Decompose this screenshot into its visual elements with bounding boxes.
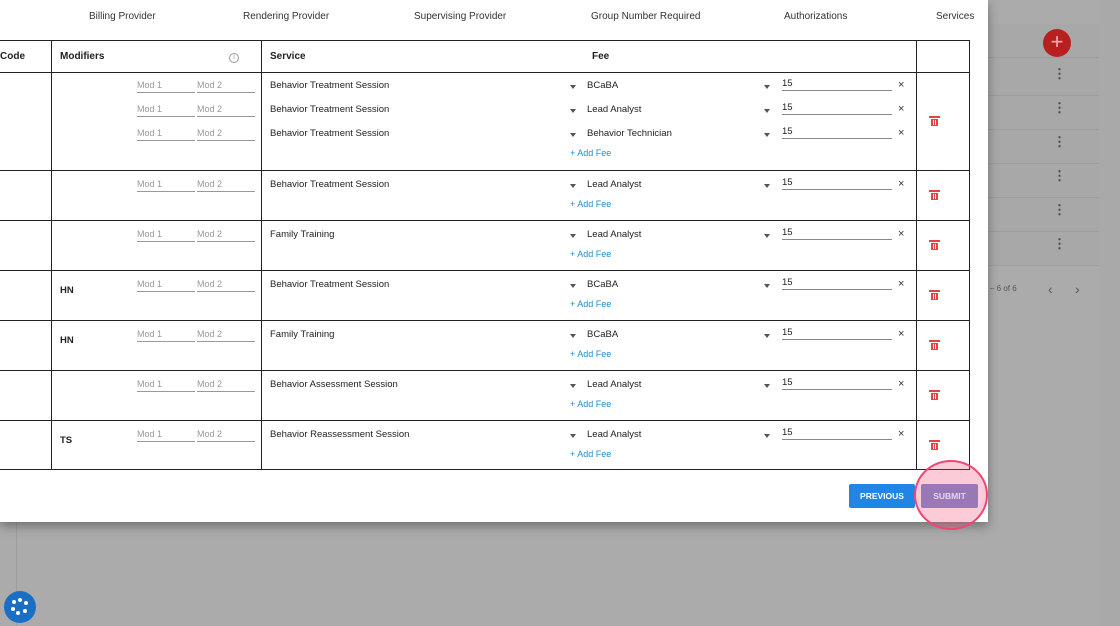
pagination-text: – 6 of 6: [990, 284, 1017, 293]
mod1-input[interactable]: Mod 1: [137, 378, 195, 392]
header-fee: Fee: [592, 51, 610, 62]
delete-icon-body: [931, 343, 938, 350]
delete-icon-lid: [929, 290, 940, 292]
table-row: [0, 370, 970, 421]
table-row: [0, 170, 970, 221]
step-billing-provider[interactable]: Billing Provider: [89, 11, 156, 22]
fee-role-select[interactable]: Lead Analyst: [587, 379, 642, 390]
delete-icon[interactable]: [930, 290, 939, 300]
chevron-down-icon[interactable]: [570, 85, 576, 89]
clear-fee-icon[interactable]: ×: [898, 278, 905, 290]
delete-icon[interactable]: [930, 440, 939, 450]
add-fee-link[interactable]: + Add Fee: [570, 148, 612, 158]
delete-icon-lid: [929, 340, 940, 342]
accessibility-icon[interactable]: [4, 591, 36, 623]
chevron-down-icon[interactable]: [764, 109, 770, 113]
stepper: [0, 0, 988, 34]
header-code: Code: [0, 51, 25, 62]
table-row: [0, 270, 970, 321]
step-group-number[interactable]: Group Number Required: [591, 11, 701, 22]
clear-fee-icon[interactable]: ×: [898, 328, 905, 340]
mod1-input[interactable]: Mod 1: [137, 428, 195, 442]
delete-icon[interactable]: [930, 240, 939, 250]
delete-icon-lid: [929, 190, 940, 192]
add-fee-link[interactable]: + Add Fee: [570, 399, 612, 409]
step-authorizations[interactable]: Authorizations: [784, 11, 848, 22]
background-row: [988, 96, 1099, 130]
modifier-code: TS: [60, 435, 73, 446]
fee-amount-input[interactable]: 15: [782, 177, 892, 190]
column-divider: [51, 40, 52, 469]
more-vert-icon[interactable]: ⋮: [1053, 134, 1066, 149]
mod1-input[interactable]: Mod 1: [137, 278, 195, 292]
chevron-down-icon[interactable]: [570, 133, 576, 137]
delete-icon-lid: [929, 240, 940, 242]
mod2-input[interactable]: Mod 2: [197, 79, 255, 93]
column-divider: [261, 40, 262, 469]
delete-icon-body: [931, 193, 938, 200]
fee-role-select[interactable]: BCaBA: [587, 279, 619, 290]
clear-fee-icon[interactable]: ×: [898, 428, 905, 440]
delete-icon-body: [931, 243, 938, 250]
service-name: Family Training: [270, 229, 335, 240]
background-row: [988, 232, 1099, 266]
chevron-down-icon[interactable]: [570, 284, 576, 288]
delete-icon[interactable]: [930, 116, 939, 126]
column-divider: [916, 40, 917, 469]
add-fee-link[interactable]: + Add Fee: [570, 299, 612, 309]
mod2-input[interactable]: Mod 2: [197, 278, 255, 292]
table-row: [0, 71, 970, 171]
table-row: [0, 420, 970, 470]
info-icon[interactable]: i: [229, 53, 239, 63]
chevron-down-icon[interactable]: [764, 85, 770, 89]
background-row: [988, 130, 1099, 164]
fee-role-select[interactable]: BCaBA: [587, 329, 619, 340]
delete-icon[interactable]: [930, 340, 939, 350]
service-name: Behavior Treatment Session: [270, 104, 390, 115]
fee-amount-input[interactable]: 15: [782, 327, 892, 340]
fee-role-select[interactable]: Lead Analyst: [587, 429, 642, 440]
service-name: Family Training: [270, 329, 335, 340]
column-divider: [969, 40, 970, 469]
step-services[interactable]: Services: [936, 11, 975, 22]
fee-amount-input[interactable]: 15: [782, 427, 892, 440]
chevron-down-icon[interactable]: [570, 384, 576, 388]
background-row: [988, 198, 1099, 232]
modifier-code: HN: [60, 285, 74, 296]
delete-icon-body: [931, 393, 938, 400]
step-rendering-provider[interactable]: Rendering Provider: [243, 11, 330, 22]
chevron-down-icon[interactable]: [764, 334, 770, 338]
clear-fee-icon[interactable]: ×: [898, 228, 905, 240]
submit-button[interactable]: SUBMIT: [921, 484, 978, 508]
chevron-down-icon[interactable]: [570, 334, 576, 338]
clear-fee-icon[interactable]: ×: [898, 178, 905, 190]
mod2-input[interactable]: Mod 2: [197, 228, 255, 242]
service-name: Behavior Treatment Session: [270, 179, 390, 190]
previous-page-icon[interactable]: ‹: [1048, 281, 1053, 297]
add-fee-link[interactable]: + Add Fee: [570, 449, 612, 459]
more-vert-icon[interactable]: ⋮: [1053, 66, 1066, 81]
mod2-input[interactable]: Mod 2: [197, 178, 255, 192]
fee-amount-input[interactable]: 15: [782, 78, 892, 91]
mod2-input[interactable]: Mod 2: [197, 328, 255, 342]
mod1-input[interactable]: Mod 1: [137, 127, 195, 141]
clear-fee-icon[interactable]: ×: [898, 79, 905, 91]
mod2-input[interactable]: Mod 2: [197, 428, 255, 442]
service-name: Behavior Treatment Session: [270, 128, 390, 139]
fee-amount-input[interactable]: 15: [782, 277, 892, 290]
mod1-input[interactable]: Mod 1: [137, 103, 195, 117]
chevron-down-icon[interactable]: [764, 434, 770, 438]
modifier-code: HN: [60, 335, 74, 346]
add-icon[interactable]: +: [1043, 29, 1071, 57]
delete-icon-body: [931, 119, 938, 126]
more-vert-icon[interactable]: ⋮: [1053, 100, 1066, 115]
more-vert-icon[interactable]: ⋮: [1053, 168, 1066, 183]
chevron-down-icon[interactable]: [764, 234, 770, 238]
background-row: [988, 164, 1099, 198]
delete-icon-body: [931, 443, 938, 450]
mod1-input[interactable]: Mod 1: [137, 228, 195, 242]
more-vert-icon[interactable]: ⋮: [1053, 202, 1066, 217]
delete-icon-lid: [929, 116, 940, 118]
fee-role-select[interactable]: Lead Analyst: [587, 229, 642, 240]
service-name: Behavior Reassessment Session: [270, 429, 410, 440]
fee-role-select[interactable]: Lead Analyst: [587, 179, 642, 190]
clear-fee-icon[interactable]: ×: [898, 127, 905, 139]
delete-icon-body: [931, 293, 938, 300]
table-row: [0, 320, 970, 371]
delete-icon[interactable]: [930, 190, 939, 200]
add-fee-link[interactable]: + Add Fee: [570, 249, 612, 259]
clear-fee-icon[interactable]: ×: [898, 378, 905, 390]
fee-amount-input[interactable]: 15: [782, 377, 892, 390]
chevron-down-icon[interactable]: [570, 184, 576, 188]
clear-fee-icon[interactable]: ×: [898, 103, 905, 115]
mod1-input[interactable]: Mod 1: [137, 178, 195, 192]
delete-icon-lid: [929, 390, 940, 392]
mod1-input[interactable]: Mod 1: [137, 328, 195, 342]
fee-role-select[interactable]: BCaBA: [587, 80, 619, 91]
previous-button[interactable]: PREVIOUS: [849, 484, 915, 508]
chevron-down-icon[interactable]: [764, 184, 770, 188]
chevron-down-icon[interactable]: [570, 109, 576, 113]
mod2-input[interactable]: Mod 2: [197, 378, 255, 392]
header-modifiers: Modifiers: [60, 51, 105, 62]
more-vert-icon[interactable]: ⋮: [1053, 236, 1066, 251]
background-row: [988, 62, 1099, 96]
mod1-input[interactable]: Mod 1: [137, 79, 195, 93]
table-header: [0, 40, 970, 73]
fee-role-select[interactable]: Behavior Technician: [587, 128, 672, 139]
delete-icon-lid: [929, 440, 940, 442]
mod2-input[interactable]: Mod 2: [197, 103, 255, 117]
add-fee-link[interactable]: + Add Fee: [570, 349, 612, 359]
service-name: Behavior Assessment Session: [270, 379, 398, 390]
add-fee-link[interactable]: + Add Fee: [570, 199, 612, 209]
header-service: Service: [270, 51, 306, 62]
fee-amount-input[interactable]: 15: [782, 126, 892, 139]
fee-amount-input[interactable]: 15: [782, 227, 892, 240]
delete-icon[interactable]: [930, 390, 939, 400]
chevron-down-icon[interactable]: [764, 384, 770, 388]
chevron-down-icon[interactable]: [764, 284, 770, 288]
table-row: [0, 220, 970, 271]
chevron-down-icon[interactable]: [570, 434, 576, 438]
step-supervising-provider[interactable]: Supervising Provider: [414, 11, 507, 22]
chevron-down-icon[interactable]: [764, 133, 770, 137]
mod2-input[interactable]: Mod 2: [197, 127, 255, 141]
service-name: Behavior Treatment Session: [270, 279, 390, 290]
next-page-icon[interactable]: ›: [1075, 281, 1080, 297]
service-name: Behavior Treatment Session: [270, 80, 390, 91]
fee-role-select[interactable]: Lead Analyst: [587, 104, 642, 115]
chevron-down-icon[interactable]: [570, 234, 576, 238]
fee-amount-input[interactable]: 15: [782, 102, 892, 115]
